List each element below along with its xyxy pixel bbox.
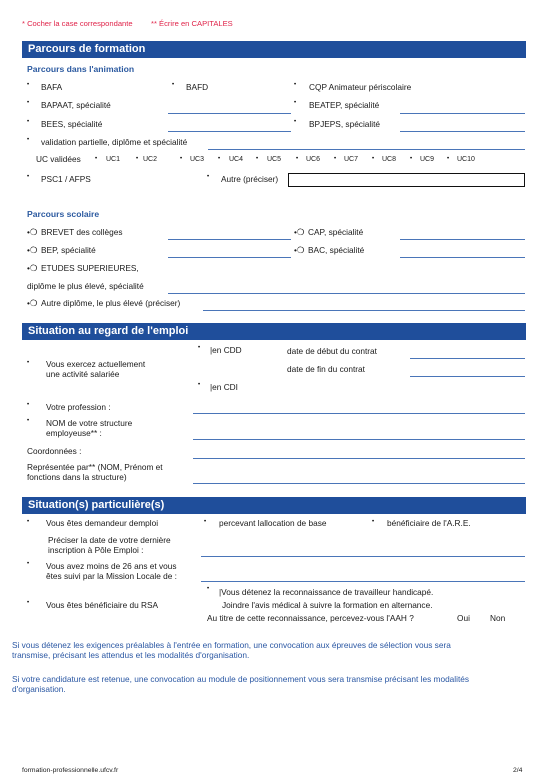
label-cdd-text: en CDD	[212, 345, 242, 355]
label-uc-validees: UC validées	[36, 154, 81, 164]
checkbox-uc1[interactable]: •	[95, 156, 98, 162]
label-uc5: UC5	[267, 156, 282, 163]
subheading-scolaire: Parcours scolaire	[27, 209, 100, 219]
label-uc2: UC2	[143, 156, 158, 163]
label-are: bénéficiaire de l'A.R.E.	[387, 518, 471, 528]
label-uc9: UC9	[420, 156, 435, 163]
section-header-emploi: Situation au regard de l'emploi	[22, 323, 526, 340]
label-date-debut: date de début du contrat	[287, 346, 377, 356]
label-cdd: |en CDD	[210, 345, 242, 355]
checkbox-handicap[interactable]: •	[207, 586, 210, 592]
label-uc7: UC7	[344, 156, 359, 163]
checkbox-bpjeps[interactable]: •	[294, 119, 297, 125]
radio-autre-diplome[interactable]: •❍	[27, 298, 38, 308]
label-diplome-eleve: diplôme le plus élevé, spécialité	[27, 281, 144, 291]
radio-bac[interactable]: •❍	[294, 245, 305, 255]
label-psc1: PSC1 / AFPS	[41, 174, 91, 184]
field-representee[interactable]	[193, 483, 525, 484]
field-diplome-eleve[interactable]	[168, 293, 525, 294]
label-date-fin: date de fin du contrat	[287, 364, 365, 374]
label-validation: validation partielle, diplôme et spécialité	[41, 137, 188, 147]
label-uc6: UC6	[306, 156, 321, 163]
label-preciser-1: Préciser la date de votre dernière	[48, 535, 171, 545]
label-uc10: UC10	[457, 156, 475, 163]
checkbox-moins26[interactable]: •	[27, 561, 30, 567]
field-bpjeps[interactable]	[400, 131, 525, 132]
checkbox-uc10[interactable]: •	[447, 156, 450, 162]
field-mission-locale[interactable]	[201, 581, 525, 582]
label-etudes: ETUDES SUPERIEURES,	[41, 263, 139, 273]
checkbox-bafd[interactable]: •	[172, 82, 175, 88]
label-autre: Autre (préciser)	[221, 174, 279, 184]
checkbox-validation[interactable]: •	[27, 137, 30, 143]
label-preciser-2: inscription à Pôle Emploi :	[48, 545, 144, 555]
checkbox-cdd[interactable]: •	[198, 345, 201, 351]
field-date-debut[interactable]	[410, 358, 525, 359]
label-bep: BEP, spécialité	[41, 245, 96, 255]
label-moins26-2: êtes suivi par la Mission Locale de :	[46, 571, 177, 581]
radio-brevet[interactable]: •❍	[27, 227, 38, 237]
label-handicap-text: Vous détenez la reconnaissance de travailleur handicapé.	[221, 587, 434, 597]
checkbox-uc7[interactable]: •	[334, 156, 337, 162]
label-uc8: UC8	[382, 156, 397, 163]
checkbox-uc3[interactable]: •	[180, 156, 183, 162]
label-beatep: BEATEP, spécialité	[309, 100, 380, 110]
checkbox-uc2[interactable]: •	[136, 156, 139, 162]
field-cap[interactable]	[400, 239, 525, 240]
checkbox-demandeur[interactable]: •	[27, 519, 30, 525]
checkbox-uc8[interactable]: •	[372, 156, 375, 162]
checkbox-profession[interactable]: •	[27, 402, 30, 408]
checkbox-uc6[interactable]: •	[296, 156, 299, 162]
label-bafd: BAFD	[186, 82, 209, 92]
label-autre-diplome: Autre diplôme, le plus élevé (préciser)	[41, 298, 181, 308]
checkbox-bapaat[interactable]: •	[27, 100, 30, 106]
field-brevet[interactable]	[168, 239, 291, 240]
label-bees: BEES, spécialité	[41, 119, 103, 129]
radio-cap[interactable]: •❍	[294, 227, 305, 237]
field-bapaat[interactable]	[168, 113, 291, 114]
field-pole-emploi[interactable]	[201, 556, 525, 557]
label-bapaat: BAPAAT, spécialité	[41, 100, 111, 110]
subheading-animation: Parcours dans l'animation	[27, 64, 135, 74]
checkbox-percevant[interactable]: •	[204, 519, 207, 525]
label-uc3: UC3	[190, 156, 205, 163]
autre-input-box[interactable]	[288, 173, 525, 187]
label-bpjeps: BPJEPS, spécialité	[309, 119, 381, 129]
label-cdi: |en CDI	[210, 382, 238, 392]
label-cap: CAP, spécialité	[308, 227, 364, 237]
checkbox-bafa[interactable]: •	[27, 82, 30, 88]
label-demandeur: Vous êtes demandeur demploi	[46, 518, 159, 528]
field-bep[interactable]	[168, 257, 291, 258]
footer-site: formation-professionnelle.ufcv.fr	[22, 767, 119, 774]
label-uc4: UC4	[229, 156, 244, 163]
info-p2-line2: d'organisation.	[12, 684, 66, 694]
label-cdi-text: en CDI	[212, 382, 238, 392]
info-p1-line2: transmise, précisant les attendus et les modalités d'organisation.	[12, 650, 250, 660]
label-activite-1: Vous exercez actuellement	[46, 359, 146, 369]
label-rsa: Vous êtes bénéficiaire du RSA	[46, 600, 159, 610]
checkbox-activite[interactable]: •	[27, 360, 30, 366]
checkbox-are[interactable]: •	[372, 519, 375, 525]
label-handicap: |Vous détenez la reconnaissance de travailleur handicapé.	[219, 587, 434, 597]
checkbox-bees[interactable]: •	[27, 119, 30, 125]
label-structure-1: NOM de votre structure	[46, 418, 133, 428]
label-percevant: percevant lallocation de base	[219, 518, 327, 528]
checkbox-structure[interactable]: •	[27, 418, 30, 424]
radio-bep[interactable]: •❍	[27, 245, 38, 255]
checkbox-beatep[interactable]: •	[294, 100, 297, 106]
label-cqp: CQP Animateur périscolaire	[309, 82, 412, 92]
label-coordonnees: Coordonnées :	[27, 446, 82, 456]
label-representee-2: fonctions dans la structure)	[27, 472, 127, 482]
label-moins26-1: Vous avez moins de 26 ans et vous	[46, 561, 177, 571]
section-header-particulieres: Situation(s) particulière(s)	[22, 497, 526, 514]
field-coordonnees[interactable]	[193, 458, 525, 459]
label-profession: Votre profession :	[46, 402, 111, 412]
field-profession[interactable]	[193, 413, 525, 414]
option-oui[interactable]: Oui	[457, 613, 470, 623]
field-bac[interactable]	[400, 257, 525, 258]
option-non[interactable]: Non	[490, 613, 506, 623]
checkbox-uc4[interactable]: •	[218, 156, 221, 162]
checkbox-psc1[interactable]: •	[27, 174, 30, 180]
checkbox-cqp[interactable]: •	[294, 82, 297, 88]
label-bafa: BAFA	[41, 82, 63, 92]
label-uc1: UC1	[106, 156, 121, 163]
checkbox-uc5[interactable]: •	[256, 156, 259, 162]
label-activite-2: une activité salariée	[46, 369, 120, 379]
field-beatep[interactable]	[400, 113, 525, 114]
field-structure[interactable]	[193, 439, 525, 440]
checkbox-uc9[interactable]: •	[410, 156, 413, 162]
section-header-parcours: Parcours de formation	[22, 41, 526, 58]
label-structure-2: employeuse** :	[46, 428, 102, 438]
label-joindre: Joindre l'avis médical à suivre la formation en alternance.	[222, 600, 433, 610]
field-autre-diplome[interactable]	[203, 310, 525, 311]
field-bees[interactable]	[168, 131, 291, 132]
checkbox-cdi[interactable]: •	[198, 382, 201, 388]
field-date-fin[interactable]	[410, 376, 525, 377]
label-bac: BAC, spécialité	[308, 245, 365, 255]
note-cocher: * Cocher la case correspondante	[22, 19, 133, 28]
label-representee-1: Représentée par** (NOM, Prénom et	[27, 462, 163, 472]
note-capitales: ** Écrire en CAPITALES	[151, 19, 233, 28]
label-brevet: BREVET des collèges	[41, 227, 123, 237]
info-p1-line1: Si vous détenez les exigences préalables à l'entrée en formation, une convocation aux épreuves de sélection vous sera	[12, 640, 451, 650]
label-aah: Au titre de cette reconnaissance, percevez-vous l'AAH ?	[207, 613, 414, 623]
footer-page: 2/4	[513, 767, 523, 774]
field-validation[interactable]	[208, 149, 525, 150]
checkbox-rsa[interactable]: •	[27, 600, 30, 606]
radio-etudes[interactable]: •❍	[27, 263, 38, 273]
info-p2-line1: Si votre candidature est retenue, une convocation au module de positionnement vous sera transmise précisant les modalités	[12, 674, 470, 684]
checkbox-autre[interactable]: •	[207, 174, 210, 180]
